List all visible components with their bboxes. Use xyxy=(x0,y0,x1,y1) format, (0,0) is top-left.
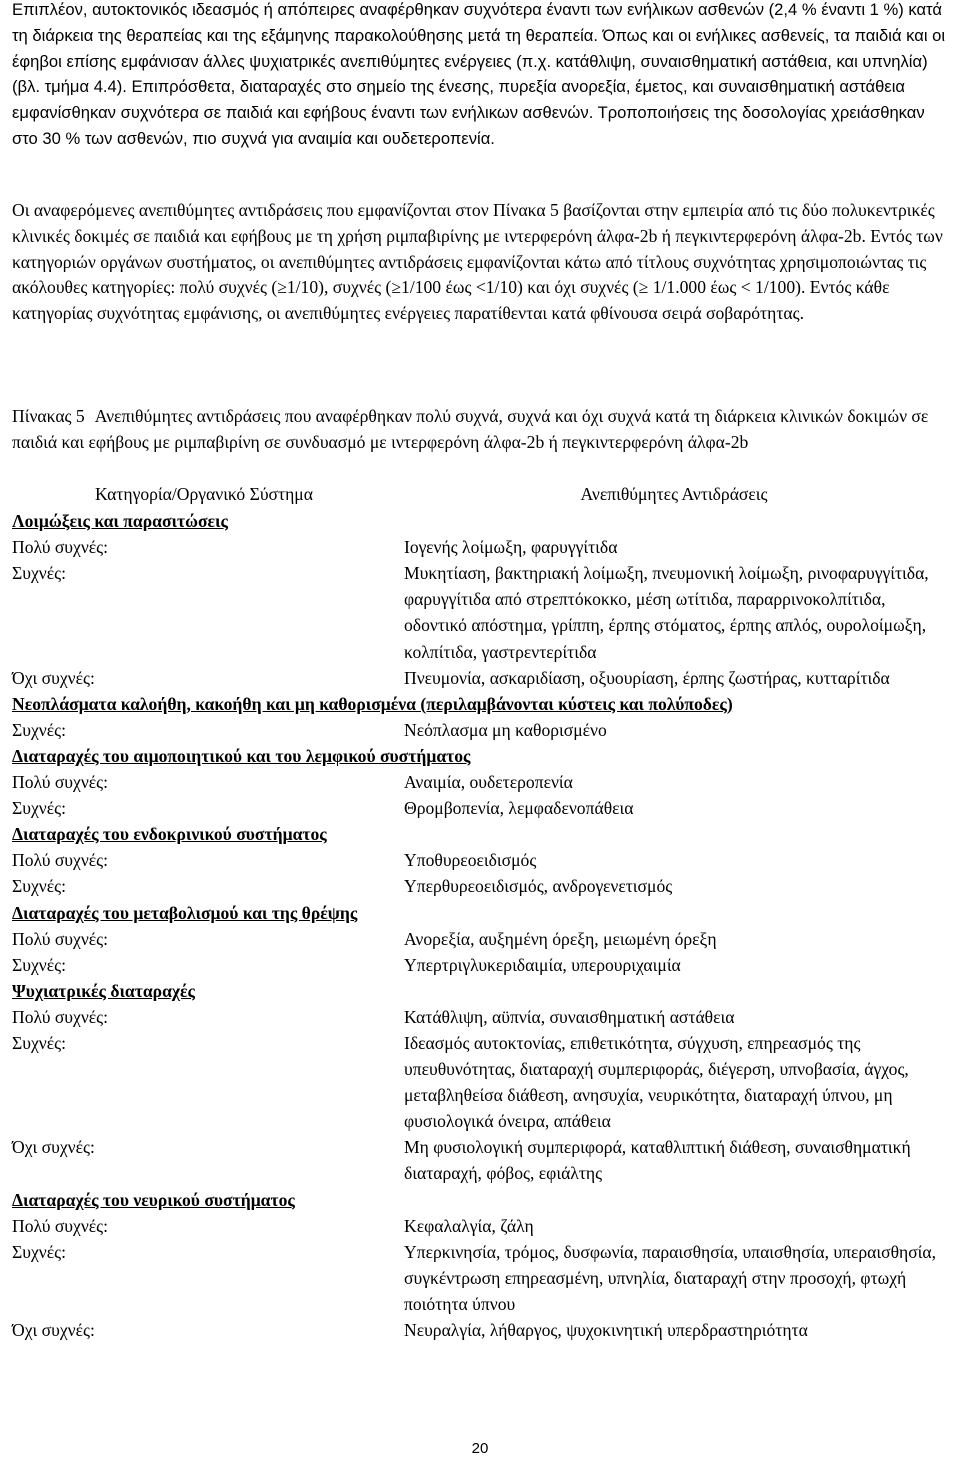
frequency-cell: Όχι συχνές: xyxy=(12,667,95,688)
paragraph-text: Οι αναφερόμενες ανεπιθύμητες αντιδράσεις που εμφανίζονται στον Πίνακα 5 βασίζονται στην εμπειρία από τις δύο πολυκεντρικές κλινικές δοκιμές σε παιδιά και εφήβους με τη χρήση ριμπαβιρίνης με ιντερφερόνη άλφα-2b ή πεγκιντερφερόνη άλφα-2b. Εντός των κατηγοριών οργάνων συστήματος, οι ανεπιθύμητες αντιδράσεις εμφανίζονται κάτω από τίτλους συχνότητας χρησιμοποιώντας τις ακόλουθες κατηγορίες: πολύ συχνές (≥1/10), συχνές (≥1/100 έως <1/10) και όχι συχνές (≥ 1/1.000 έως < 1/100). Εντός κάθε κατηγορίας συχνότητας εμφάνισης, οι ανεπιθύμητες ενέργειες παρατίθενται κατά φθίνουσα σειρά σοβαρότητας. xyxy=(12,200,943,324)
header-category: Κατηγορία/Οργανικό Σύστημα xyxy=(95,484,313,504)
section-title: Διαταραχές του μεταβολισμού και της θρέψης xyxy=(12,902,358,923)
table-row xyxy=(8,1317,948,1343)
reactions-cell: Μη φυσιολογική συμπεριφορά, καταθλιπτική διάθεση, συναισθηματική διαταραχή, φόβος, εφιάλτης xyxy=(404,1137,911,1184)
table-section-row xyxy=(8,1187,948,1213)
reactions-cell: Ιδεασμός αυτοκτονίας, επιθετικότητα, σύγχυση, επηρεασμός της υπευθυνότητας, διαταραχή συμπεριφοράς, διέγερση, υπνοβασία, άγχος, μεταβληθείσα διάθεση, ανησυχία, νευρικότητα, διαταραχή ύπνου, μη φυσιολογικά όνειρα, απάθεια xyxy=(404,1032,909,1132)
frequency-cell: Συχνές: xyxy=(12,876,66,897)
frequency-cell: Όχι συχνές: xyxy=(12,1320,95,1340)
frequency-cell: Συχνές: xyxy=(12,798,66,819)
table-caption xyxy=(12,404,948,456)
section-title: Ψυχιατρικές διαταραχές xyxy=(12,980,195,1001)
frequency-cell: Συχνές: xyxy=(12,563,66,584)
frequency-cell: Πολύ συχνές: xyxy=(12,537,109,558)
frequency-cell: Πολύ συχνές: xyxy=(12,1215,109,1236)
section-title: Διαταραχές του νευρικού συστήματος xyxy=(12,1189,295,1210)
table-row xyxy=(8,717,948,743)
table-row xyxy=(8,534,948,560)
frequency-cell: Πολύ συχνές: xyxy=(12,850,109,871)
table-body xyxy=(8,508,948,1343)
section-title: Διαταραχές του ενδοκρινικού συστήματος xyxy=(12,824,327,845)
frequency-cell: Πολύ συχνές: xyxy=(12,1006,109,1027)
table-row xyxy=(8,873,948,899)
table-section-row xyxy=(8,508,948,534)
reactions-cell: Μυκητίαση, βακτηριακή λοίμωξη, πνευμονική λοίμωξη, ρινοφαρυγγίτιδα, φαρυγγίτιδα από στρεπτόκοκκο, μέση ωτίτιδα, παραρρινοκολπίτιδα, οδοντικό απόστημα, γρίππη, έρπης στόματος, έρπης απλός, ουρολοίμωξη, κολπίτιδα, γαστρεντερίτιδα xyxy=(404,563,929,662)
reactions-cell: Πνευμονία, ασκαριδίαση, οξυουρίαση, έρπης ζωστήρας, κυτταρίτιδα xyxy=(404,667,890,688)
table-section-row xyxy=(8,691,948,717)
table-header-row xyxy=(8,481,948,508)
table-section-row xyxy=(8,821,948,847)
table-section-row xyxy=(8,900,948,926)
reactions-cell: Νευραλγία, λήθαργος, ψυχοκινητική υπερδραστηριότητα xyxy=(404,1320,808,1340)
table-row xyxy=(8,1134,948,1186)
table-row xyxy=(8,847,948,873)
table-row xyxy=(8,952,948,978)
reactions-cell: Θρομβοπενία, λεμφαδενοπάθεια xyxy=(404,798,634,819)
reactions-cell: Ανορεξία, αυξημένη όρεξη, μειωμένη όρεξη xyxy=(404,928,717,949)
table-row xyxy=(8,1030,948,1134)
paragraph-text: Επιπλέον, αυτοκτονικός ιδεασμός ή απόπειρες αναφέρθηκαν συχνότερα έναντι των ενήλικων ασθενών (2,4 % έναντι 1 %) κατά τη διάρκεια της θεραπείας και της εξάμηνης παρακολούθησης μετά τη θεραπεία. Όπως και οι ενήλικες ασθενείς, τα παιδιά και οι έφηβοι επίσης εμφάνισαν άλλες ψυχιατρικές ανεπιθύμητες ενέργειες (π.χ. κατάθλιψη, συναισθηματική αστάθεια, και υπνηλία) (βλ. τμήμα 4.4). Επιπρόσθετα, διαταραχές στο σημείο της ένεσης, πυρεξία ανορεξία, έμετος, και συναισθηματική αστάθεια εμφανίσθηκαν συχνότερα σε παιδιά και εφήβους έναντι των ενήλικων ασθενών. Τροποποιήσεις της δοσολογίας χρειάσθηκαν στο 30 % των ασθενών, πιο συχνά για αναιμία και ουδετεροπενία. xyxy=(12,0,946,148)
frequency-cell: Πολύ συχνές: xyxy=(12,928,109,949)
table-caption-label: Πίνακας 5 xyxy=(12,406,85,426)
section-title: Λοιμώξεις και παρασιτώσεις xyxy=(12,511,228,532)
section-title: Διαταραχές του αιμοποιητικού και του λεμφικού συστήματος xyxy=(12,745,471,766)
header-reactions: Ανεπιθύμητες Αντιδράσεις xyxy=(580,484,768,504)
section-title: Νεοπλάσματα καλοήθη, κακοήθη και μη καθορισμένα (περιλαμβάνονται κύστεις και πολύποδες) xyxy=(12,693,733,714)
reactions-cell: Κατάθλιψη, αϋπνία, συναισθηματική αστάθεια xyxy=(404,1006,735,1027)
table-row xyxy=(8,1004,948,1030)
frequency-cell: Πολύ συχνές: xyxy=(12,772,109,793)
table-row xyxy=(8,1213,948,1239)
intro-paragraph-2 xyxy=(12,198,948,327)
frequency-cell: Συχνές: xyxy=(12,719,66,740)
adverse-reactions-table xyxy=(8,481,948,1343)
reactions-cell: Υπερθυρεοειδισμός, ανδρογενετισμός xyxy=(404,876,673,897)
reactions-cell: Υπερκινησία, τρόμος, δυσφωνία, παραισθησία, υπαισθησία, υπεραισθησία, συγκέντρωση επηρεασμένη, υπνηλία, διαταραχή στην προσοχή, φτωχή ποιότητα ύπνου xyxy=(404,1241,937,1314)
page-number: 20 xyxy=(471,1440,489,1457)
reactions-cell: Ιογενής λοίμωξη, φαρυγγίτιδα xyxy=(404,537,618,558)
table-row xyxy=(8,1239,948,1317)
table-row xyxy=(8,769,948,795)
reactions-cell: Αναιμία, ουδετεροπενία xyxy=(404,772,573,793)
table-section-row xyxy=(8,978,948,1004)
reactions-cell: Υπερτριγλυκεριδαιμία, υπερουριχαιμία xyxy=(404,954,681,975)
table-row xyxy=(8,560,948,664)
frequency-cell: Όχι συχνές: xyxy=(12,1137,95,1158)
table-row xyxy=(8,795,948,821)
frequency-cell: Συχνές: xyxy=(12,954,66,975)
table-row xyxy=(8,926,948,952)
table-caption-text: Ανεπιθύμητες αντιδράσεις που αναφέρθηκαν πολύ συχνά, συχνά και όχι συχνά κατά τη διάρκεια κλινικών δοκιμών σε παιδιά και εφήβους με ριμπαβιρίνη σε συνδυασμό με ιντερφερόνη άλφα-2b ή πεγκιντερφερόνη άλφα-2b xyxy=(12,406,929,452)
frequency-cell: Συχνές: xyxy=(12,1241,66,1262)
frequency-cell: Συχνές: xyxy=(12,1032,66,1053)
reactions-cell: Κεφαλαλγία, ζάλη xyxy=(404,1215,534,1236)
reactions-cell: Νεόπλασμα μη καθορισμένο xyxy=(404,719,607,740)
intro-paragraph-1 xyxy=(12,0,948,152)
reactions-cell: Υποθυρεοειδισμός xyxy=(404,850,537,871)
table-section-row xyxy=(8,743,948,769)
table-row xyxy=(8,665,948,691)
